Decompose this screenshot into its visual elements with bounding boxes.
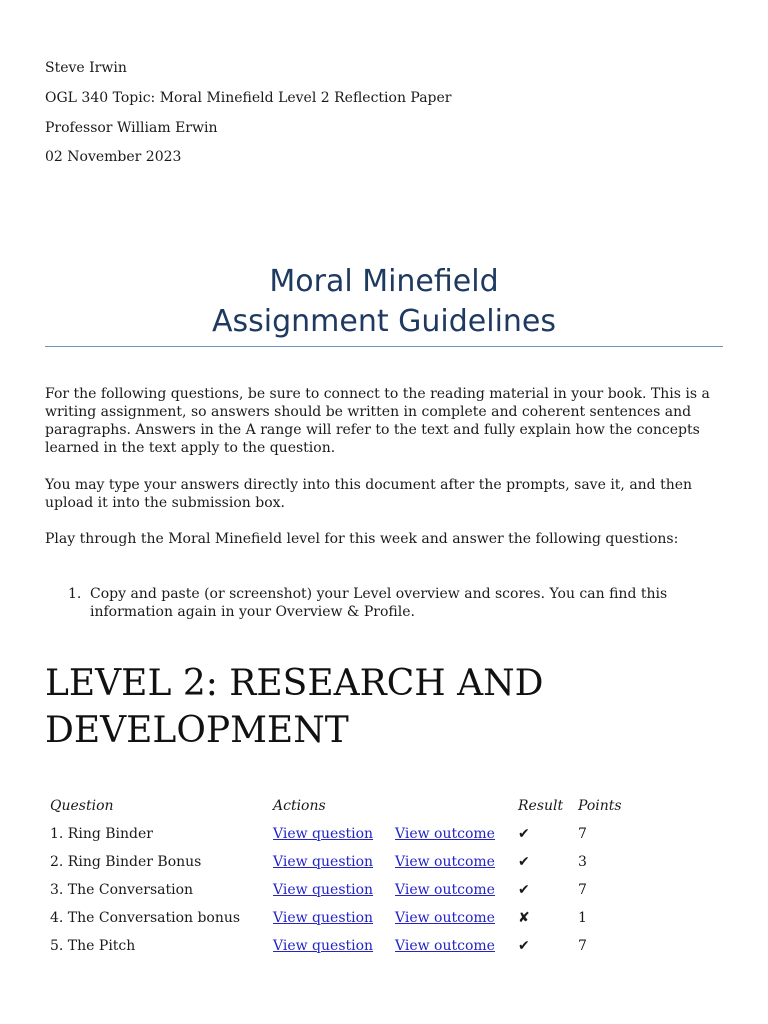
row-points: 1 [578,910,587,926]
scores-table [45,792,638,960]
view-question-link[interactable]: View question [273,826,374,842]
row-question: 3. The Conversation [50,882,194,898]
header-points: Points [578,798,622,814]
table-row [45,932,638,960]
author-name: Steve Irwin [45,60,127,76]
result-check-icon: ✔ [518,826,530,842]
play-through-paragraph: Play through the Moral Minefield level for this week and answer the following questions: [45,531,679,547]
document-date: 02 November 2023 [45,149,182,165]
row-points: 3 [578,854,587,870]
view-question-link[interactable]: View question [273,910,374,926]
result-check-icon: ✔ [518,938,530,954]
result-cross-icon: ✘ [518,910,530,926]
document-title [45,262,723,342]
level-heading: LEVEL 2: RESEARCH AND DEVELOPMENT [45,663,544,751]
header-result: Result [518,798,564,814]
row-points: 7 [578,938,587,954]
row-question: 5. The Pitch [50,938,136,954]
header-actions: Actions [273,798,326,814]
result-check-icon: ✔ [518,882,530,898]
header-actions-spacer [395,792,518,820]
view-outcome-link[interactable]: View outcome [395,938,495,954]
table-row [45,876,638,904]
row-points: 7 [578,882,587,898]
view-outcome-link[interactable]: View outcome [395,826,495,842]
result-check-icon: ✔ [518,854,530,870]
professor-name: Professor William Erwin [45,120,218,136]
table-row [45,904,638,932]
row-question: 4. The Conversation bonus [50,910,241,926]
view-outcome-link[interactable]: View outcome [395,854,495,870]
row-question: 2. Ring Binder Bonus [50,854,202,870]
instructions-paragraph: For the following questions, be sure to connect to the reading material in your book. This is a writing assignment, so answers should be written in complete and coherent sentences and paragraphs. Answers in the A range will refer to the text and fully explain how the concepts learned in the text apply to the question. [45,386,710,456]
header-question: Question [50,798,114,814]
table-header-row [45,792,638,820]
title-divider [45,346,723,347]
view-question-link[interactable]: View question [273,854,374,870]
row-question: 1. Ring Binder [50,826,153,842]
view-outcome-link[interactable]: View outcome [395,882,495,898]
table-row [45,820,638,848]
view-question-link[interactable]: View question [273,938,374,954]
list-item-text: Copy and paste (or screenshot) your Level overview and scores. You can find this information again in your Overview & Profile. [90,586,668,620]
list-item-number: 1. [68,586,82,602]
course-topic: OGL 340 Topic: Moral Minefield Level 2 Reflection Paper [45,90,452,106]
title-line-1: Moral Minefield [269,264,499,299]
title-line-2: Assignment Guidelines [211,304,557,339]
table-row [45,848,638,876]
row-points: 7 [578,826,587,842]
view-question-link[interactable]: View question [273,882,374,898]
view-outcome-link[interactable]: View outcome [395,910,495,926]
submission-paragraph: You may type your answers directly into this document after the prompts, save it, and then upload it into the submission box. [45,477,693,511]
